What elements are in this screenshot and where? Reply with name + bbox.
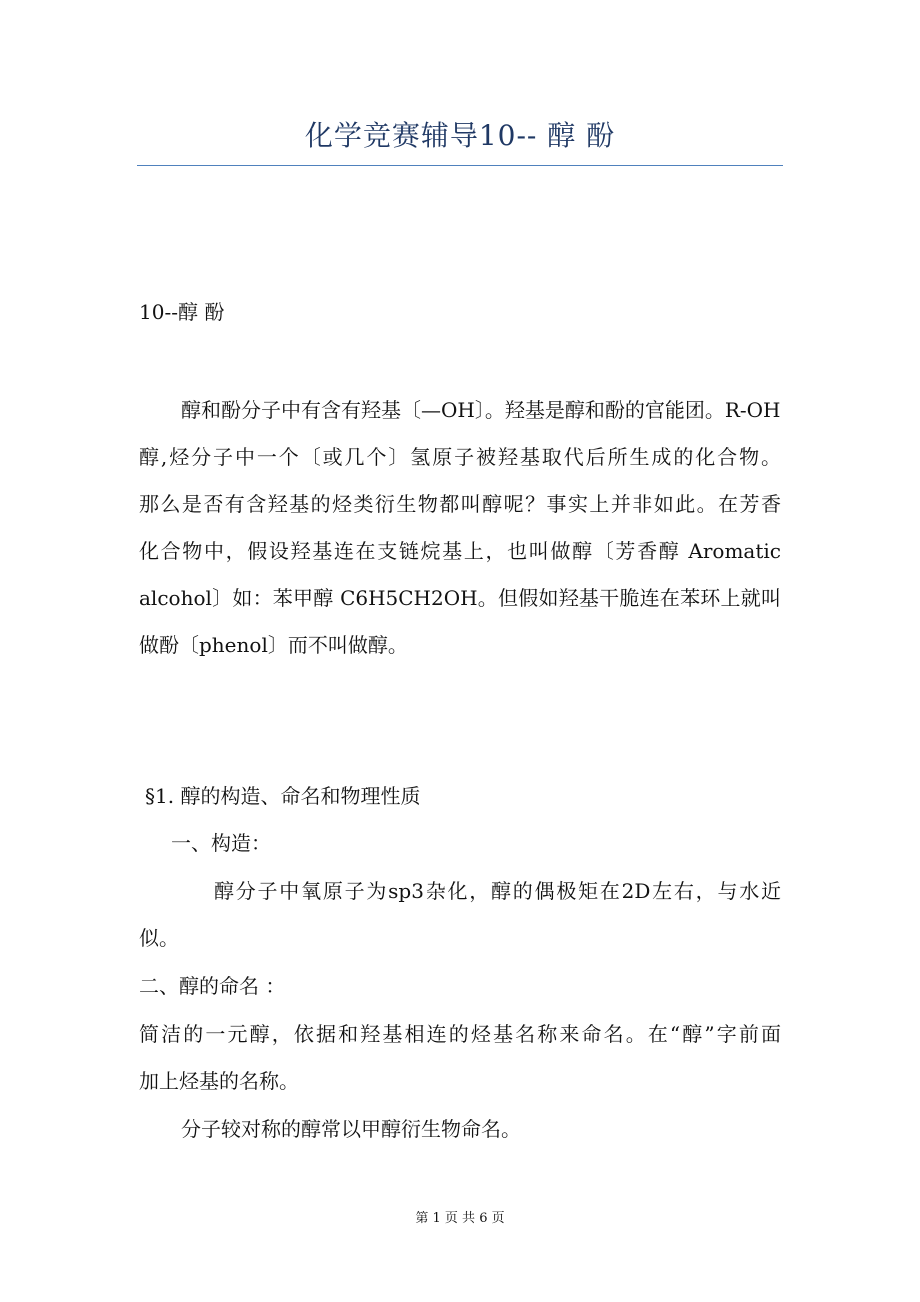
naming-heading: 二、醇的命名 ： [139,974,286,998]
paragraph-line: 醇,烃分子中一个〔或几个〕氢原子被羟基取代后所生成的化合物。 [139,445,781,469]
paragraph-line: 那么是否有含羟基的烃类衍生物都叫醇呢？事实上并非如此。在芳香 [139,492,781,516]
title-underline [137,165,783,166]
page-number: 第 1 页 共 6 页 [415,1211,505,1226]
section1-heading: §1. 醇的构造、命名和物理性质 [145,784,421,808]
paragraph-line: 似。 [139,926,179,950]
paragraph-line: 分子较对称的醇常以甲醇衍生物命名。 [181,1117,521,1141]
paragraph-line: 做酚〔phenol〕而不叫做醇。 [139,633,408,657]
paragraph-line: 化合物中，假设羟基连在支链烷基上，也叫做醇〔芳香醇 Aromatic [139,539,781,563]
section-heading: 10--醇 酚 [139,300,225,324]
paragraph-line: 醇分子中氧原子为sp3杂化，醇的偶极矩在2D左右，与水近 [214,879,781,903]
paragraph-line: 加上烃基的名称。 [139,1069,299,1093]
document-title: 化学竞赛辅导10-- 醇 酚 [304,119,616,152]
paragraph-line: 简洁的一元醇，依据和羟基相连的烃基名称来命名。在“醇”字前面 [139,1022,781,1046]
paragraph-line: alcohol〕如：苯甲醇 C6H5CH2OH。但假如羟基干脆连在苯环上就叫 [139,586,781,610]
paragraph-line: 醇和酚分子中有含有羟基〔—OH〕。羟基是醇和酚的官能团。R-OH [181,398,781,422]
structure-heading: 一、构造： [171,831,271,855]
